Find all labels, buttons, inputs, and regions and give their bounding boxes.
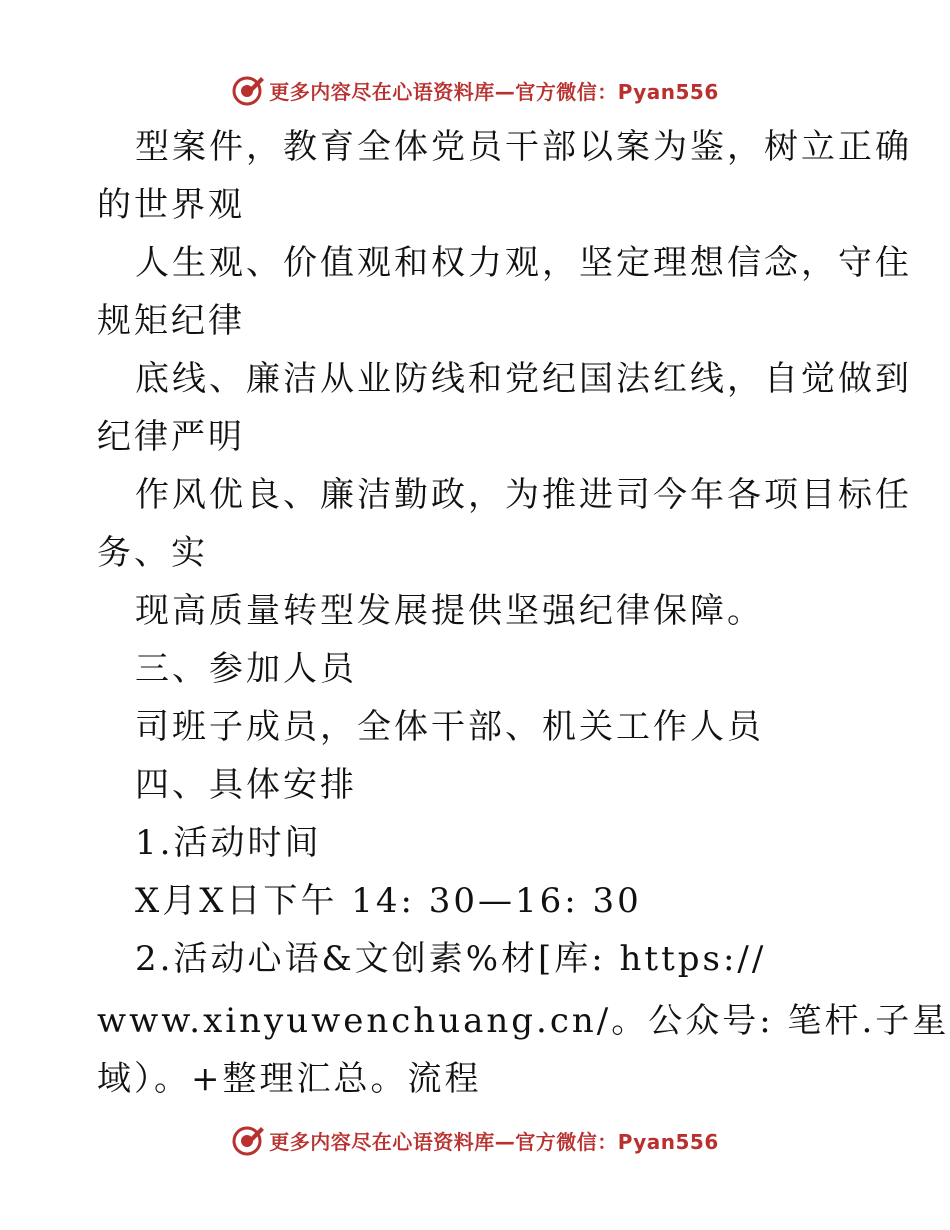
text-line: www.xinyuwenchuang.cn/。公众号: 笔杆.子星 [97,1001,950,1041]
text-line: 人生观、价值观和权力观，坚定理想信念，守住 [135,243,912,283]
text-line: 纪律严明 [97,417,245,457]
pen-logo-icon [231,73,265,107]
subsection-heading: 1.活动时间 [135,823,322,863]
header-watermark [0,70,950,110]
footer-watermark [0,1120,950,1160]
section-heading: 三、参加人员 [135,649,357,689]
watermark-text: 更多内容尽在心语资料库—官方微信：Pyan556 [269,1129,719,1154]
text-line: X月X日下午 14: 30—16: 30 [135,881,642,921]
section-heading: 四、具体安排 [135,765,357,805]
text-line: 规矩纪律 [97,301,245,341]
text-line: 务、实 [97,533,208,573]
watermark-text: 更多内容尽在心语资料库—官方微信：Pyan556 [269,79,719,104]
text-line: 的世界观 [97,185,245,225]
text-line: 底线、廉洁从业防线和党纪国法红线，自觉做到 [135,359,912,399]
text-line: 司班子成员，全体干部、机关工作人员 [135,707,764,747]
text-line: 现高质量转型发展提供坚强纪律保障。 [135,591,764,631]
subsection-heading: 2.活动心语&文创素%材[库: https:// [135,939,767,979]
text-line: 作风优良、廉洁勤政，为推进司今年各项目标任 [135,475,912,515]
text-line: 型案件，教育全体党员干部以案为鉴，树立正确 [135,127,912,167]
text-line: 域）。+整理汇总。流程 [97,1059,482,1099]
pen-logo-icon [231,1123,265,1157]
